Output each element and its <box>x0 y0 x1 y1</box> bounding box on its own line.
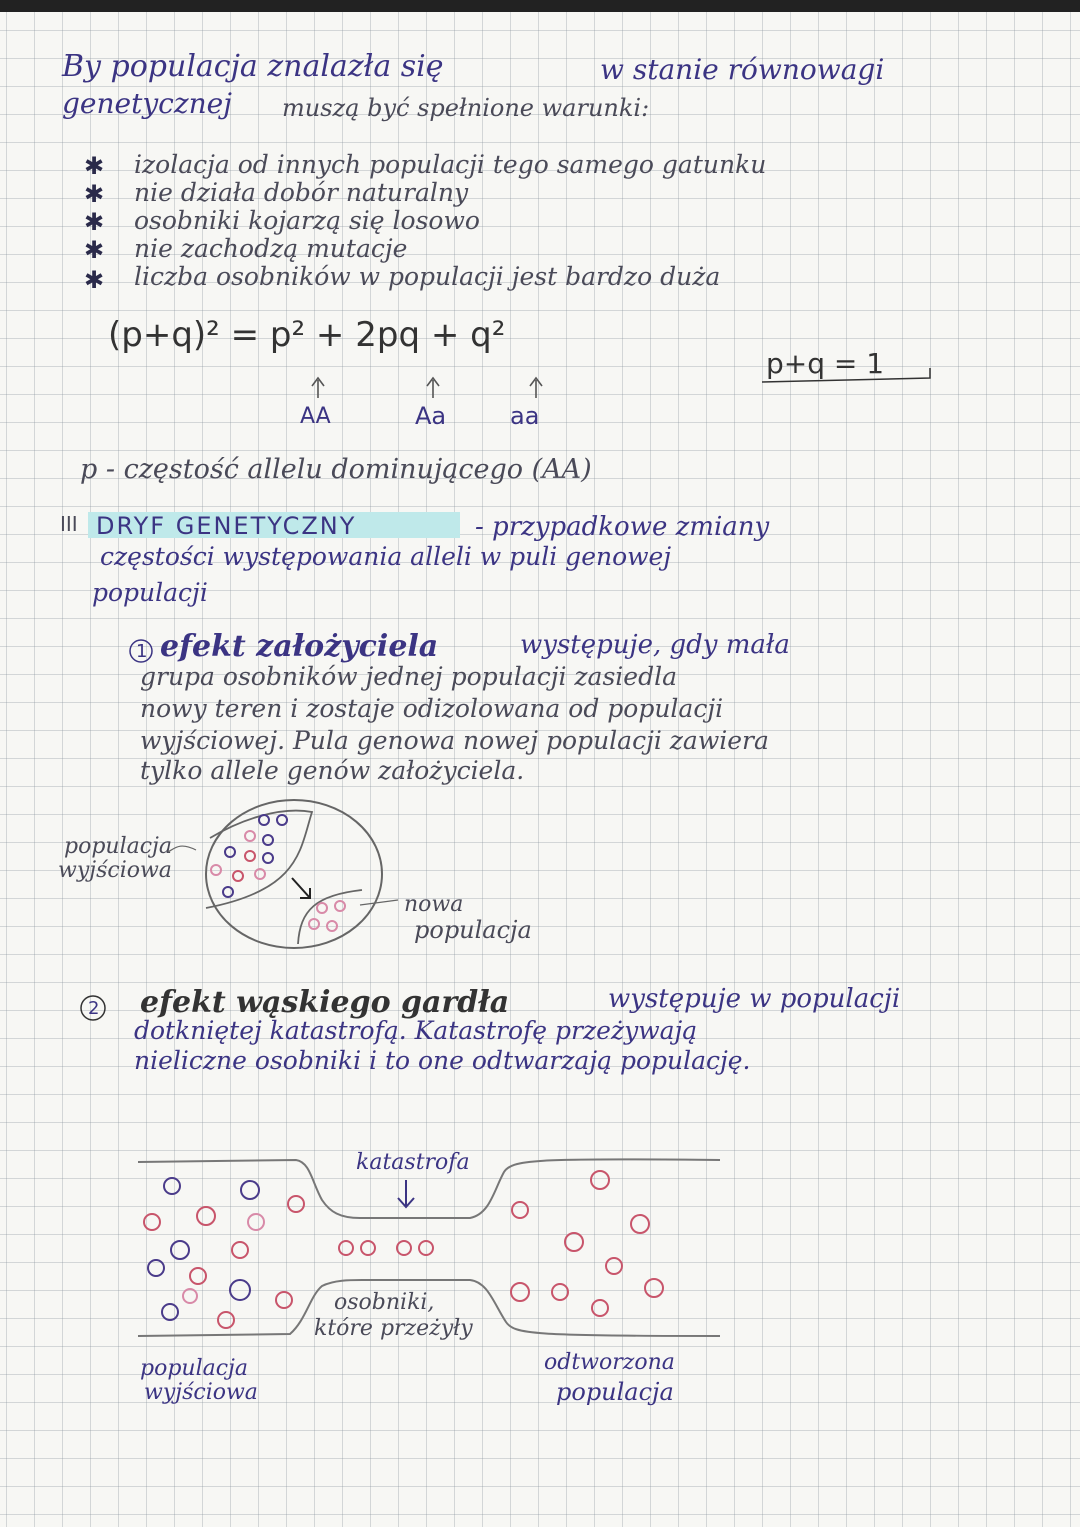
equation-arrows <box>312 378 542 398</box>
source-group-outline <box>206 811 312 908</box>
bottleneck-label-source-1: populacja <box>140 1356 248 1381</box>
condition-item: nie zachodzą mutacje <box>134 234 408 263</box>
individual-circle <box>327 921 337 931</box>
individual-circle <box>361 1241 375 1255</box>
founder-text-line: nowy teren i zostaje odizolowana od populacji <box>140 694 724 723</box>
individual-circle <box>565 1233 583 1251</box>
title-line1-b: w stanie równowagi <box>600 53 885 86</box>
bottleneck-title: efekt wąskiego gardła <box>140 985 510 1020</box>
genotype-label-aa-recessive: aa <box>510 402 540 430</box>
bottleneck-label-survivors-2: które przeżyły <box>314 1316 473 1341</box>
drift-title: DRYF GENETYCZNY <box>96 512 357 540</box>
individual-circle <box>259 815 269 825</box>
individual-circle <box>552 1284 568 1300</box>
individual-circle <box>232 1242 248 1258</box>
title-line1-a: By populacja znalazła się <box>62 49 444 84</box>
bottleneck-text-line: dotkniętej katastrofą. Katastrofę przeżywają <box>134 1016 698 1045</box>
allele-sum-equation: p+q = 1 <box>766 347 885 380</box>
condition-item: izolacja od innych populacji tego samego gatunku <box>134 150 767 179</box>
individual-circle <box>276 1292 292 1308</box>
genotype-label-aa-dominant: AA <box>300 404 331 429</box>
number-circle-icon <box>81 996 105 1020</box>
individual-circle <box>241 1181 259 1199</box>
individual-circle <box>288 1196 304 1212</box>
condition-item: nie działa dobór naturalny <box>134 178 469 207</box>
bullet-star-icon: ✱ <box>84 208 105 236</box>
individual-circle <box>148 1260 164 1276</box>
individual-circle <box>171 1241 189 1259</box>
individual-circle <box>225 847 235 857</box>
individual-circle <box>309 919 319 929</box>
individual-circle <box>211 865 221 875</box>
founder-label-source-1: populacja <box>64 834 172 859</box>
bottleneck-number: 2 <box>88 998 100 1019</box>
individual-circle <box>218 1312 234 1328</box>
bullet-star-icon: ✱ <box>84 180 105 208</box>
condition-item: osobniki kojarzą się losowo <box>134 206 480 235</box>
bottleneck-label-survivors-1: osobniki, <box>334 1290 435 1315</box>
founder-text-line: tylko allele genów założyciela. <box>140 756 525 785</box>
bottleneck-text-line: nieliczne osobniki i to one odtwarzają populację. <box>134 1046 751 1075</box>
individual-circle <box>263 853 273 863</box>
migration-arrow-icon <box>292 878 310 898</box>
individual-circle <box>397 1241 411 1255</box>
individual-circle <box>245 851 255 861</box>
founder-text-line: występuje, gdy mała <box>520 630 790 660</box>
bottleneck-top-wall <box>138 1159 720 1218</box>
bullet-star-icon: ✱ <box>84 266 105 294</box>
individual-circle <box>317 903 327 913</box>
individual-circle <box>245 831 255 841</box>
founder-title: efekt założyciela <box>160 629 439 664</box>
bullet-star-icon: ✱ <box>84 236 105 264</box>
individual-circle <box>339 1241 353 1255</box>
individual-circle <box>277 815 287 825</box>
founder-label-source-2: wyjściowa <box>58 858 172 883</box>
bottleneck-text-line: występuje w populacji <box>608 984 901 1014</box>
individual-circle <box>606 1258 622 1274</box>
individual-circle <box>223 887 233 897</box>
individual-circle <box>419 1241 433 1255</box>
founder-text-line: wyjściowej. Pula genowa nowej populacji zawiera <box>140 726 769 755</box>
bullet-star-icon: ✱ <box>84 152 105 180</box>
individual-circle <box>183 1289 197 1303</box>
drift-definition-1: - przypadkowe zmiany <box>475 512 770 542</box>
individual-circle <box>592 1300 608 1316</box>
genotype-label-aa-hetero: Aa <box>415 402 447 430</box>
individual-circle <box>233 871 243 881</box>
founder-label-new-1: nowa <box>404 892 464 917</box>
bottleneck-label-catastrophe: katastrofa <box>356 1150 470 1175</box>
bottleneck-label-restored-2: populacja <box>556 1378 674 1406</box>
individual-circle <box>230 1280 250 1300</box>
drift-definition-3: populacji <box>92 578 208 607</box>
founder-number: 1 <box>136 641 148 662</box>
founder-text-line: grupa osobników jednej populacji zasiedla <box>140 662 677 691</box>
founder-label-new-2: populacja <box>414 916 532 944</box>
section-number: III <box>60 512 78 536</box>
title-line2-b: muszą być spełnione warunki: <box>282 94 650 122</box>
bottleneck-diagram <box>138 1159 720 1336</box>
individual-circle <box>335 901 345 911</box>
founder-diagram <box>168 800 398 948</box>
bottleneck-label-restored-1: odtworzona <box>544 1350 675 1375</box>
number-circle-icon <box>130 640 152 662</box>
arrow-up-icon <box>530 378 542 398</box>
catastrophe-arrow-icon <box>398 1180 414 1207</box>
individual-circle <box>631 1215 649 1233</box>
individual-circle <box>645 1279 663 1297</box>
title-line2-a: genetycznej <box>62 87 232 120</box>
individual-circle <box>197 1207 215 1225</box>
individual-circle <box>591 1171 609 1189</box>
individual-circle <box>144 1214 160 1230</box>
individual-circle <box>512 1202 528 1218</box>
drift-definition-2: częstości występowania alleli w puli genowej <box>100 542 672 571</box>
arrow-up-icon <box>312 378 324 398</box>
arrow-up-icon <box>427 378 439 398</box>
equation-underline <box>762 368 930 382</box>
individual-circle <box>511 1283 529 1301</box>
individual-circle <box>255 869 265 879</box>
individual-circle <box>190 1268 206 1284</box>
bottleneck-label-source-2: wyjściowa <box>144 1380 258 1405</box>
hardy-weinberg-equation: (p+q)² = p² + 2pq + q² <box>108 315 506 355</box>
individual-circle <box>248 1214 264 1230</box>
p-definition: p - częstość allelu dominującego (AA) <box>80 454 592 485</box>
individual-circle <box>162 1304 178 1320</box>
individual-circle <box>164 1178 180 1194</box>
individual-circle <box>263 835 273 845</box>
condition-item: liczba osobników w populacji jest bardzo duża <box>134 262 721 291</box>
